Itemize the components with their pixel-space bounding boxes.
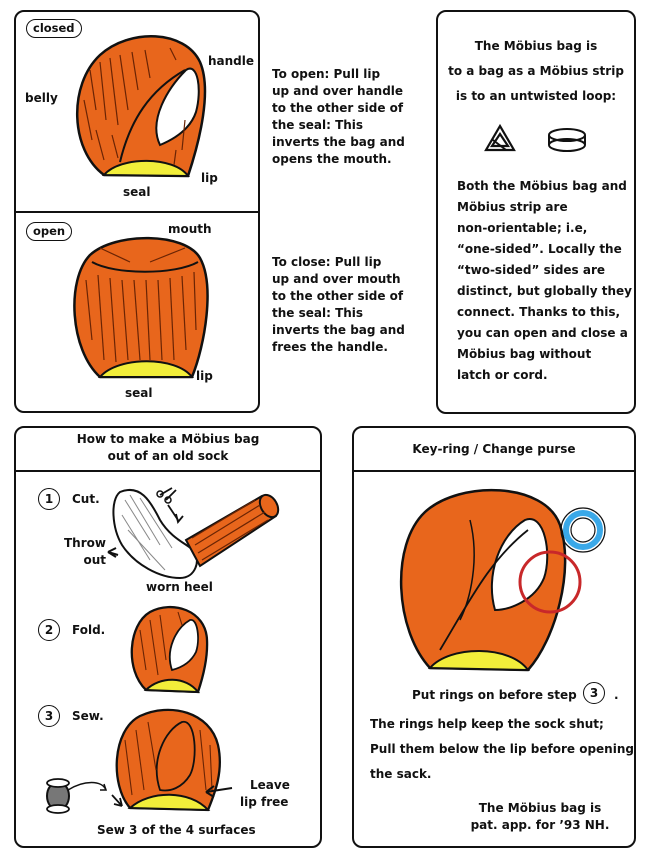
rings-step-number: 3: [583, 682, 605, 704]
closed-seal-label: seal: [123, 185, 151, 199]
keyring-text-line: The rings help keep the sock shut;: [370, 717, 604, 731]
howto-title-line: How to make a Möbius bag: [76, 432, 260, 446]
leave-lip-line: Leave: [250, 778, 290, 792]
keyring-text: [370, 712, 634, 787]
howto-footer: Sew 3 of the 4 surfaces: [97, 823, 256, 837]
step-number: 1: [38, 488, 60, 510]
step-label: Fold.: [72, 623, 106, 637]
mobius-intro-line: is to an untwisted loop:: [455, 89, 617, 103]
patent-line: The Möbius bag is: [478, 801, 602, 815]
instruction-line: opens the mouth.: [272, 152, 392, 166]
instruction-line: up and over handle: [272, 84, 404, 98]
instruction-line: to the other side of: [272, 101, 404, 115]
rings-note: Put rings on before step: [412, 688, 577, 702]
step-label: Cut.: [72, 492, 100, 506]
instruction-line: inverts the bag and: [272, 135, 405, 149]
throw-out-line: Throw: [64, 536, 106, 550]
instruction-line: inverts the bag and: [272, 323, 405, 337]
mobius-intro-line: The Möbius bag is: [474, 39, 598, 53]
instruction-line: up and over mouth: [272, 272, 401, 286]
closed-lip-label: lip: [201, 171, 218, 185]
belly-label: belly: [25, 91, 58, 105]
mobius-body-line: non-orientable; i.e,: [457, 221, 588, 235]
mobius-body-line: distinct, but globally they: [457, 284, 632, 298]
step-label: Sew.: [72, 709, 104, 723]
mouth-label: mouth: [168, 222, 212, 236]
patent-line: pat. app. for ’93 NH.: [470, 818, 610, 832]
open-lip-label: lip: [196, 369, 213, 383]
keyring-text-line: Pull them below the lip before opening: [370, 742, 634, 756]
instruction-line: To close: Pull lip: [272, 255, 382, 269]
mobius-body-line: Both the Möbius bag and: [457, 179, 627, 193]
open-seal-label: seal: [125, 386, 153, 400]
mobius-body-line: “two-sided” sides are: [457, 263, 606, 277]
mobius-body-line: connect. Thanks to this,: [457, 305, 621, 319]
instruction-line: frees the handle.: [272, 340, 388, 354]
instruction-line: the seal: This: [272, 118, 364, 132]
mobius-body-line: latch or cord.: [457, 368, 548, 382]
leave-lip-line: lip free: [240, 795, 289, 809]
instruction-line: to the other side of: [272, 289, 404, 303]
rings-note-period: .: [614, 688, 619, 702]
mobius-body-line: Möbius bag without: [457, 347, 592, 361]
throw-out-line: out: [83, 553, 106, 567]
step-number: 2: [38, 619, 60, 641]
handle-label: handle: [208, 54, 255, 68]
closed-tag: closed: [26, 19, 82, 38]
keyring-title: Key-ring / Change purse: [412, 442, 576, 456]
mobius-body-line: you can open and close a: [457, 326, 628, 340]
step-number: 3: [38, 705, 60, 727]
mobius-body-line: Möbius strip are: [457, 200, 568, 214]
worn-heel-label: worn heel: [146, 580, 213, 594]
patent-note: [470, 800, 610, 834]
open-tag: open: [26, 222, 72, 241]
mobius-body-line: “one-sided”. Locally the: [457, 242, 622, 256]
howto-title-line: out of an old sock: [107, 449, 229, 463]
keyring-text-line: the sack.: [370, 767, 432, 781]
instruction-line: the seal: This: [272, 306, 364, 320]
mobius-intro-line: to a bag as a Möbius strip: [448, 64, 624, 78]
instruction-line: To open: Pull lip: [272, 67, 381, 81]
